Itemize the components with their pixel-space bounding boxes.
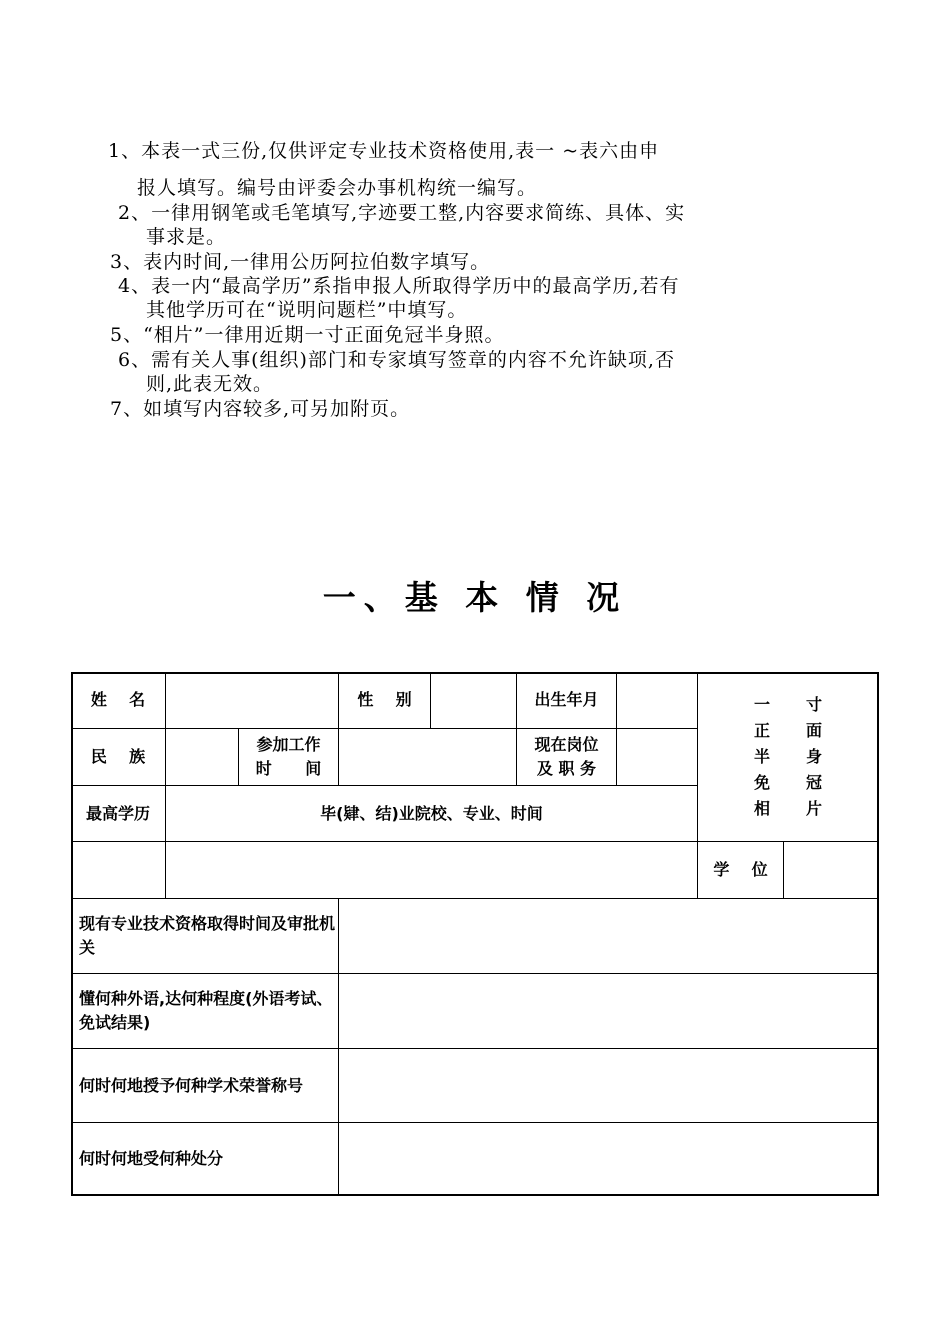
gender-label: 性 别 (339, 672, 431, 729)
photo-area[interactable] (698, 672, 879, 842)
note-6-line-2: 则,此表无效。 (146, 373, 274, 395)
birth-field[interactable] (617, 672, 698, 729)
photo-char: 半 (753, 747, 770, 766)
note-1-line-1: 1、本表一式三份,仅供评定专业技术资格使用,表一 ~表六由申 (108, 140, 660, 162)
basic-info-form (71, 672, 879, 1196)
honor-field[interactable] (339, 1049, 879, 1123)
position-field[interactable] (617, 729, 698, 786)
language-label: 懂何种外语,达何种程度(外语考试、免试结果) (71, 974, 339, 1049)
note-5: 5、“相片”一律用近期一寸正面免冠半身照。 (110, 324, 505, 346)
name-label: 姓 名 (71, 672, 166, 729)
photo-char: 免 (753, 773, 770, 792)
photo-char: 面 (805, 721, 822, 740)
penalty-label: 何时何地受何种处分 (71, 1123, 339, 1196)
name-field[interactable] (166, 672, 339, 729)
work-start-label: 参加工作 时 间 (239, 729, 339, 786)
qualification-label: 现有专业技术资格取得时间及审批机关 (71, 899, 339, 974)
photo-char: 身 (805, 747, 822, 766)
note-1-line-2: 报人填写。编号由评委会办事机构统一编写。 (137, 177, 538, 199)
note-3: 3、表内时间,一律用公历阿拉伯数字填写。 (110, 251, 491, 273)
education-desc: 毕(肄、结)业院校、专业、时间 (166, 786, 698, 842)
gender-field[interactable] (431, 672, 517, 729)
note-7: 7、如填写内容较多,可另加附页。 (110, 398, 411, 420)
education-label: 最高学历 (71, 786, 166, 842)
language-field[interactable] (339, 974, 879, 1049)
degree-label: 学 位 (698, 842, 784, 899)
education-level-field[interactable] (71, 842, 166, 899)
birth-label: 出生年月 (517, 672, 617, 729)
position-label: 现在岗位 及 职 务 (517, 729, 617, 786)
honor-label: 何时何地授予何种学术荣誉称号 (71, 1049, 339, 1123)
work-start-field[interactable] (339, 729, 517, 786)
note-6-line-1: 6、需有关人事(组织)部门和专家填写签章的内容不允许缺项,否 (118, 349, 675, 371)
education-detail-field[interactable] (166, 842, 698, 899)
photo-char: 相 (753, 799, 770, 818)
photo-char: 一 (753, 695, 770, 714)
ethnicity-label: 民 族 (71, 729, 166, 786)
degree-field[interactable] (784, 842, 879, 899)
photo-char: 正 (753, 721, 770, 740)
note-4-line-2: 其他学历可在“说明问题栏”中填写。 (146, 299, 468, 321)
penalty-field[interactable] (339, 1123, 879, 1196)
photo-char: 片 (805, 799, 822, 818)
photo-char: 冠 (805, 773, 822, 792)
note-2-line-1: 2、一律用钢笔或毛笔填写,字迹要工整,内容要求简练、具体、实 (118, 202, 686, 224)
section-title: 一、基 本 情 况 (322, 578, 628, 617)
note-2-line-2: 事求是。 (146, 226, 227, 248)
photo-char: 寸 (805, 695, 822, 714)
note-4-line-1: 4、表一内“最高学历”系指申报人所取得学历中的最高学历,若有 (118, 275, 680, 297)
ethnicity-field[interactable] (166, 729, 239, 786)
qualification-field[interactable] (339, 899, 879, 974)
